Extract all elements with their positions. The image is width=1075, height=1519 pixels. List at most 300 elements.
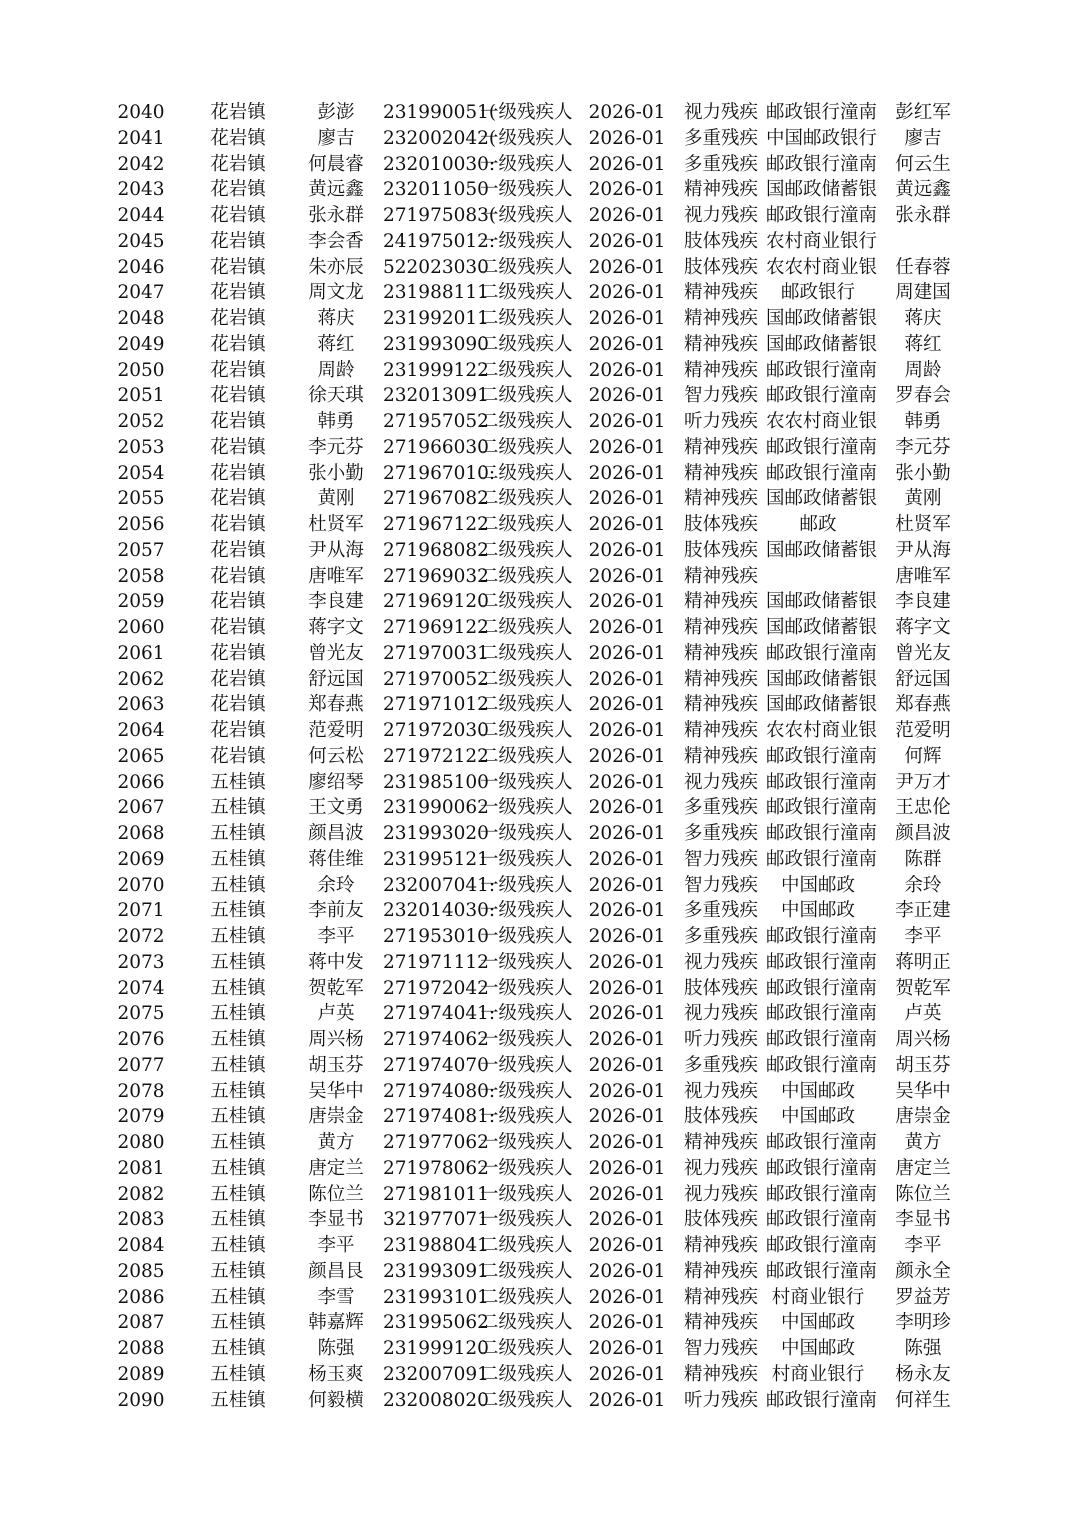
period-cell: 2026-01	[588, 771, 666, 793]
level-cell: 二级残疾人	[480, 1363, 573, 1385]
level-cell: 二级残疾人	[480, 694, 573, 716]
type-cell: 肢体残疾	[684, 514, 759, 535]
town-cell: 五桂镇	[210, 1389, 266, 1411]
name-cell: 韩嘉辉	[308, 1312, 364, 1334]
recipient-cell: 李正建	[895, 900, 951, 922]
recipient-cell: 何云生	[895, 153, 951, 175]
id-cell: 271969032	[383, 565, 489, 587]
id-cell: 232010030:	[383, 153, 496, 175]
period-cell: 2026-01	[588, 1106, 666, 1128]
period-cell: 2026-01	[588, 153, 666, 175]
table-row	[0, 1104, 1075, 1130]
seq-cell: 2063	[117, 694, 165, 716]
bank-cell: 中国邮政	[780, 874, 855, 896]
name-cell: 杨玉爽	[308, 1363, 364, 1385]
level-cell: 二级残疾人	[480, 539, 573, 561]
seq-cell: 2064	[117, 720, 165, 741]
id-cell: 271968082	[383, 539, 489, 561]
recipient-cell: 唐唯军	[895, 565, 951, 587]
bank-cell: 中国邮政	[780, 900, 855, 922]
id-cell: 232014030:	[383, 900, 496, 922]
level-cell: 一级残疾人	[480, 977, 573, 999]
recipient-cell: 周建国	[895, 282, 951, 304]
town-cell: 五桂镇	[210, 977, 266, 999]
level-cell: 二级残疾人	[480, 745, 573, 767]
recipient-cell: 李显书	[895, 1209, 951, 1231]
id-cell: 271974081:	[383, 1106, 496, 1128]
level-cell: 一级残疾人	[480, 1209, 573, 1231]
period-cell: 2026-01	[588, 359, 666, 381]
name-cell: 彭澎	[317, 102, 355, 123]
name-cell: 蒋佳维	[308, 848, 364, 870]
town-cell: 五桂镇	[210, 823, 266, 844]
seq-cell: 2074	[117, 977, 165, 999]
table-row	[0, 152, 1075, 178]
type-cell: 视力残疾	[684, 102, 759, 123]
id-cell: 231985100	[383, 771, 489, 793]
period-cell: 2026-01	[588, 823, 666, 844]
seq-cell: 2053	[117, 436, 165, 458]
type-cell: 听力残疾	[684, 1389, 759, 1411]
table-row	[0, 486, 1075, 512]
type-cell: 多重残疾	[684, 153, 759, 175]
period-cell: 2026-01	[588, 1003, 666, 1025]
id-cell: 271971112	[383, 951, 489, 973]
name-cell: 韩勇	[317, 411, 355, 432]
type-cell: 精神残疾	[684, 694, 759, 716]
bank-cell: 邮政银行	[780, 282, 855, 304]
town-cell: 花岩镇	[210, 591, 266, 613]
period-cell: 2026-01	[588, 462, 666, 484]
type-cell: 精神残疾	[684, 282, 759, 304]
bank-cell: 国邮政储蓄银	[766, 333, 878, 355]
period-cell: 2026-01	[588, 797, 666, 819]
table-row	[0, 100, 1075, 126]
type-cell: 视力残疾	[684, 1080, 759, 1102]
type-cell: 精神残疾	[684, 1132, 759, 1153]
type-cell: 精神残疾	[684, 591, 759, 613]
level-cell: 一级残疾人	[480, 1029, 573, 1050]
bank-cell: 国邮政储蓄银	[766, 668, 878, 690]
seq-cell: 2084	[117, 1235, 165, 1256]
level-cell: 二级残疾人	[480, 385, 573, 407]
table-row	[0, 306, 1075, 332]
period-cell: 2026-01	[588, 1312, 666, 1334]
table-row	[0, 255, 1075, 281]
seq-cell: 2067	[117, 797, 165, 819]
period-cell: 2026-01	[588, 591, 666, 613]
table-row	[0, 795, 1075, 821]
town-cell: 五桂镇	[210, 771, 266, 793]
type-cell: 多重残疾	[684, 127, 759, 149]
town-cell: 花岩镇	[210, 720, 266, 741]
bank-cell: 邮政银行潼南	[766, 1209, 878, 1231]
town-cell: 花岩镇	[210, 436, 266, 458]
name-cell: 蒋红	[317, 333, 355, 355]
town-cell: 花岩镇	[210, 565, 266, 587]
recipient-cell: 舒远国	[895, 668, 951, 690]
period-cell: 2026-01	[588, 1235, 666, 1256]
seq-cell: 2048	[117, 308, 165, 329]
type-cell: 多重残疾	[684, 797, 759, 819]
level-cell: 一级残疾人	[480, 230, 573, 252]
type-cell: 视力残疾	[684, 205, 759, 226]
seq-cell: 2085	[117, 1260, 165, 1282]
recipient-cell: 李良建	[895, 591, 951, 613]
type-cell: 精神残疾	[684, 1286, 759, 1308]
bank-cell: 邮政银行潼南	[766, 1054, 878, 1076]
recipient-cell: 王忠伦	[895, 797, 951, 819]
id-cell: 271972030	[383, 720, 489, 741]
bank-cell: 邮政银行潼南	[766, 1029, 878, 1050]
town-cell: 花岩镇	[210, 642, 266, 664]
table-row	[0, 358, 1075, 384]
recipient-cell: 尹万才	[895, 771, 951, 793]
table-row	[0, 1027, 1075, 1053]
bank-cell: 农农村商业银	[766, 720, 878, 741]
id-cell: 232002042(	[383, 127, 497, 149]
table-row	[0, 1233, 1075, 1259]
name-cell: 郑春燕	[308, 694, 364, 716]
seq-cell: 2060	[117, 617, 165, 638]
recipient-cell: 李平	[904, 1235, 942, 1256]
recipient-cell: 唐崇金	[895, 1106, 951, 1128]
level-cell: 一级残疾人	[480, 1183, 573, 1205]
period-cell: 2026-01	[588, 205, 666, 226]
seq-cell: 2041	[117, 127, 165, 149]
period-cell: 2026-01	[588, 642, 666, 664]
seq-cell: 2044	[117, 205, 165, 226]
seq-cell: 2077	[117, 1054, 165, 1076]
table-row	[0, 538, 1075, 564]
id-cell: 271967082	[383, 488, 489, 510]
bank-cell: 农农村商业银	[766, 411, 878, 432]
bank-cell: 农村商业银行	[766, 230, 878, 252]
seq-cell: 2051	[117, 385, 165, 407]
seq-cell: 2083	[117, 1209, 165, 1231]
name-cell: 周龄	[317, 359, 355, 381]
name-cell: 吴华中	[308, 1080, 364, 1102]
recipient-cell: 张小勤	[895, 462, 951, 484]
bank-cell: 邮政银行潼南	[766, 1389, 878, 1411]
bank-cell: 村商业银行	[771, 1363, 865, 1385]
level-cell: 一级残疾人	[480, 1106, 573, 1128]
type-cell: 精神残疾	[684, 359, 759, 381]
recipient-cell: 韩勇	[904, 411, 942, 432]
id-cell: 522023030	[383, 256, 489, 278]
seq-cell: 2046	[117, 256, 165, 278]
table-row	[0, 229, 1075, 255]
type-cell: 精神残疾	[684, 617, 759, 638]
level-cell: 二级残疾人	[480, 1286, 573, 1308]
table-row	[0, 950, 1075, 976]
period-cell: 2026-01	[588, 1054, 666, 1076]
name-cell: 李平	[317, 1235, 355, 1256]
recipient-cell: 陈群	[904, 848, 942, 870]
bank-cell: 邮政银行潼南	[766, 1157, 878, 1179]
name-cell: 廖吉	[317, 127, 355, 149]
town-cell: 五桂镇	[210, 1080, 266, 1102]
recipient-cell: 李明珍	[895, 1312, 951, 1334]
id-cell: 271974041:	[383, 1003, 496, 1025]
recipient-cell: 颜永全	[895, 1260, 951, 1282]
seq-cell: 2050	[117, 359, 165, 381]
seq-cell: 2061	[117, 642, 165, 664]
period-cell: 2026-01	[588, 1260, 666, 1282]
table-row	[0, 976, 1075, 1002]
type-cell: 肢体残疾	[684, 1106, 759, 1128]
recipient-cell: 颜昌波	[895, 823, 951, 844]
town-cell: 五桂镇	[210, 1338, 266, 1359]
town-cell: 花岩镇	[210, 488, 266, 510]
bank-cell: 国邮政储蓄银	[766, 488, 878, 510]
table-row	[0, 203, 1075, 229]
recipient-cell: 黄方	[904, 1132, 942, 1153]
table-row	[0, 770, 1075, 796]
name-cell: 余玲	[317, 874, 355, 896]
table-row	[0, 1001, 1075, 1027]
type-cell: 精神残疾	[684, 642, 759, 664]
level-cell: 二级残疾人	[480, 720, 573, 741]
id-cell: 241975012:	[383, 230, 496, 252]
table-row	[0, 718, 1075, 744]
recipient-cell: 李平	[904, 926, 942, 947]
town-cell: 五桂镇	[210, 1183, 266, 1205]
town-cell: 花岩镇	[210, 539, 266, 561]
id-cell: 271970031	[383, 642, 489, 664]
id-cell: 271967122	[383, 514, 489, 535]
table-row	[0, 1053, 1075, 1079]
period-cell: 2026-01	[588, 926, 666, 947]
recipient-cell: 张永群	[895, 205, 951, 226]
id-cell: 271972122	[383, 745, 489, 767]
period-cell: 2026-01	[588, 745, 666, 767]
id-cell: 271969122	[383, 617, 489, 638]
seq-cell: 2040	[117, 102, 165, 123]
table-row	[0, 461, 1075, 487]
name-cell: 唐定兰	[308, 1157, 364, 1179]
recipient-cell: 彭红军	[895, 102, 951, 123]
level-cell: 一级残疾人	[480, 205, 573, 226]
name-cell: 李显书	[308, 1209, 364, 1231]
period-cell: 2026-01	[588, 256, 666, 278]
table-row	[0, 1259, 1075, 1285]
name-cell: 李平	[317, 926, 355, 947]
table-row	[0, 126, 1075, 152]
table-row	[0, 744, 1075, 770]
level-cell: 二级残疾人	[480, 1235, 573, 1256]
town-cell: 五桂镇	[210, 1286, 266, 1308]
town-cell: 花岩镇	[210, 385, 266, 407]
level-cell: 二级残疾人	[480, 1389, 573, 1411]
table-row	[0, 898, 1075, 924]
town-cell: 五桂镇	[210, 797, 266, 819]
level-cell: 一级残疾人	[480, 1157, 573, 1179]
name-cell: 朱亦辰	[308, 256, 364, 278]
recipient-cell: 吴华中	[895, 1080, 951, 1102]
seq-cell: 2088	[117, 1338, 165, 1359]
type-cell: 精神残疾	[684, 462, 759, 484]
seq-cell: 2054	[117, 462, 165, 484]
bank-cell: 邮政银行潼南	[766, 823, 878, 844]
id-cell: 271957052	[383, 411, 489, 432]
level-cell: 一级残疾人	[480, 127, 573, 149]
level-cell: 二级残疾人	[480, 1260, 573, 1282]
table-row	[0, 1285, 1075, 1311]
bank-cell: 邮政银行潼南	[766, 1235, 878, 1256]
data-table	[0, 100, 1075, 1413]
id-cell: 232007091	[383, 1363, 489, 1385]
town-cell: 五桂镇	[210, 848, 266, 870]
type-cell: 听力残疾	[684, 411, 759, 432]
bank-cell: 邮政银行潼南	[766, 797, 878, 819]
type-cell: 肢体残疾	[684, 977, 759, 999]
id-cell: 231990051(	[383, 102, 497, 123]
town-cell: 五桂镇	[210, 1054, 266, 1076]
recipient-cell: 卢英	[904, 1003, 942, 1025]
level-cell: 一级残疾人	[480, 1003, 573, 1025]
town-cell: 花岩镇	[210, 514, 266, 535]
id-cell: 231992011	[383, 308, 489, 329]
bank-cell: 邮政银行潼南	[766, 1003, 878, 1025]
town-cell: 五桂镇	[210, 874, 266, 896]
town-cell: 花岩镇	[210, 153, 266, 175]
level-cell: 一级残疾人	[480, 823, 573, 844]
seq-cell: 2076	[117, 1029, 165, 1050]
name-cell: 李元芬	[308, 436, 364, 458]
period-cell: 2026-01	[588, 436, 666, 458]
id-cell: 271953010	[383, 926, 489, 947]
seq-cell: 2055	[117, 488, 165, 510]
town-cell: 花岩镇	[210, 308, 266, 329]
name-cell: 舒远国	[308, 668, 364, 690]
name-cell: 陈强	[317, 1338, 355, 1359]
type-cell: 视力残疾	[684, 951, 759, 973]
name-cell: 何晨睿	[308, 153, 364, 175]
type-cell: 智力残疾	[684, 874, 759, 896]
seq-cell: 2049	[117, 333, 165, 355]
table-row	[0, 1336, 1075, 1362]
id-cell: 271977062	[383, 1132, 489, 1153]
level-cell: 一级残疾人	[480, 1054, 573, 1076]
type-cell: 视力残疾	[684, 771, 759, 793]
town-cell: 五桂镇	[210, 1106, 266, 1128]
type-cell: 视力残疾	[684, 1183, 759, 1205]
town-cell: 五桂镇	[210, 1235, 266, 1256]
name-cell: 范爱明	[308, 720, 364, 741]
id-cell: 231999122	[383, 359, 489, 381]
recipient-cell: 周龄	[904, 359, 942, 381]
recipient-cell: 李元芬	[895, 436, 951, 458]
recipient-cell: 蒋红	[904, 333, 942, 355]
period-cell: 2026-01	[588, 565, 666, 587]
recipient-cell: 廖吉	[904, 127, 942, 149]
level-cell: 一级残疾人	[480, 797, 573, 819]
period-cell: 2026-01	[588, 1157, 666, 1179]
type-cell: 多重残疾	[684, 900, 759, 922]
name-cell: 李前友	[308, 900, 364, 922]
town-cell: 五桂镇	[210, 1260, 266, 1282]
seq-cell: 2056	[117, 514, 165, 535]
recipient-cell: 罗益芳	[895, 1286, 951, 1308]
type-cell: 精神残疾	[684, 333, 759, 355]
table-row	[0, 435, 1075, 461]
name-cell: 蒋中发	[308, 951, 364, 973]
name-cell: 颜昌波	[308, 823, 364, 844]
period-cell: 2026-01	[588, 1132, 666, 1153]
recipient-cell: 蒋明正	[895, 951, 951, 973]
seq-cell: 2043	[117, 179, 165, 201]
period-cell: 2026-01	[588, 874, 666, 896]
seq-cell: 2069	[117, 848, 165, 870]
period-cell: 2026-01	[588, 385, 666, 407]
name-cell: 贺乾军	[308, 977, 364, 999]
type-cell: 智力残疾	[684, 385, 759, 407]
bank-cell: 中国邮政	[780, 1338, 855, 1359]
type-cell: 智力残疾	[684, 848, 759, 870]
name-cell: 徐天琪	[308, 385, 364, 407]
period-cell: 2026-01	[588, 668, 666, 690]
bank-cell: 邮政银行潼南	[766, 771, 878, 793]
recipient-cell: 罗春会	[895, 385, 951, 407]
name-cell: 杜贤军	[308, 514, 364, 535]
town-cell: 花岩镇	[210, 179, 266, 201]
period-cell: 2026-01	[588, 308, 666, 329]
bank-cell: 邮政银行潼南	[766, 102, 878, 123]
name-cell: 黄远鑫	[308, 179, 364, 201]
period-cell: 2026-01	[588, 1338, 666, 1359]
recipient-cell: 杨永友	[895, 1363, 951, 1385]
recipient-cell: 蒋庆	[904, 308, 942, 329]
seq-cell: 2057	[117, 539, 165, 561]
bank-cell: 国邮政储蓄银	[766, 308, 878, 329]
level-cell: 一级残疾人	[480, 874, 573, 896]
town-cell: 花岩镇	[210, 668, 266, 690]
id-cell: 271971012	[383, 694, 489, 716]
id-cell: 232011050	[383, 179, 489, 201]
bank-cell: 邮政银行潼南	[766, 462, 878, 484]
recipient-cell: 余玲	[904, 874, 942, 896]
bank-cell: 邮政银行潼南	[766, 385, 878, 407]
id-cell: 231993020	[383, 823, 489, 844]
seq-cell: 2090	[117, 1389, 165, 1411]
level-cell: 二级残疾人	[480, 436, 573, 458]
name-cell: 蒋庆	[317, 308, 355, 329]
id-cell: 321977071	[383, 1209, 489, 1231]
bank-cell: 邮政银行潼南	[766, 977, 878, 999]
table-row	[0, 383, 1075, 409]
name-cell: 曾光友	[308, 642, 364, 664]
level-cell: 一级残疾人	[480, 900, 573, 922]
seq-cell: 2047	[117, 282, 165, 304]
period-cell: 2026-01	[588, 1183, 666, 1205]
bank-cell: 邮政银行潼南	[766, 1132, 878, 1153]
seq-cell: 2045	[117, 230, 165, 252]
name-cell: 卢英	[317, 1003, 355, 1025]
level-cell: 二级残疾人	[480, 668, 573, 690]
table-row	[0, 589, 1075, 615]
period-cell: 2026-01	[588, 127, 666, 149]
table-row	[0, 1207, 1075, 1233]
type-cell: 精神残疾	[684, 1260, 759, 1282]
bank-cell: 村商业银行	[771, 1286, 865, 1308]
seq-cell: 2086	[117, 1286, 165, 1308]
level-cell: 二级残疾人	[480, 642, 573, 664]
table-row	[0, 1130, 1075, 1156]
recipient-cell: 曾光友	[895, 642, 951, 664]
period-cell: 2026-01	[588, 514, 666, 535]
town-cell: 花岩镇	[210, 333, 266, 355]
